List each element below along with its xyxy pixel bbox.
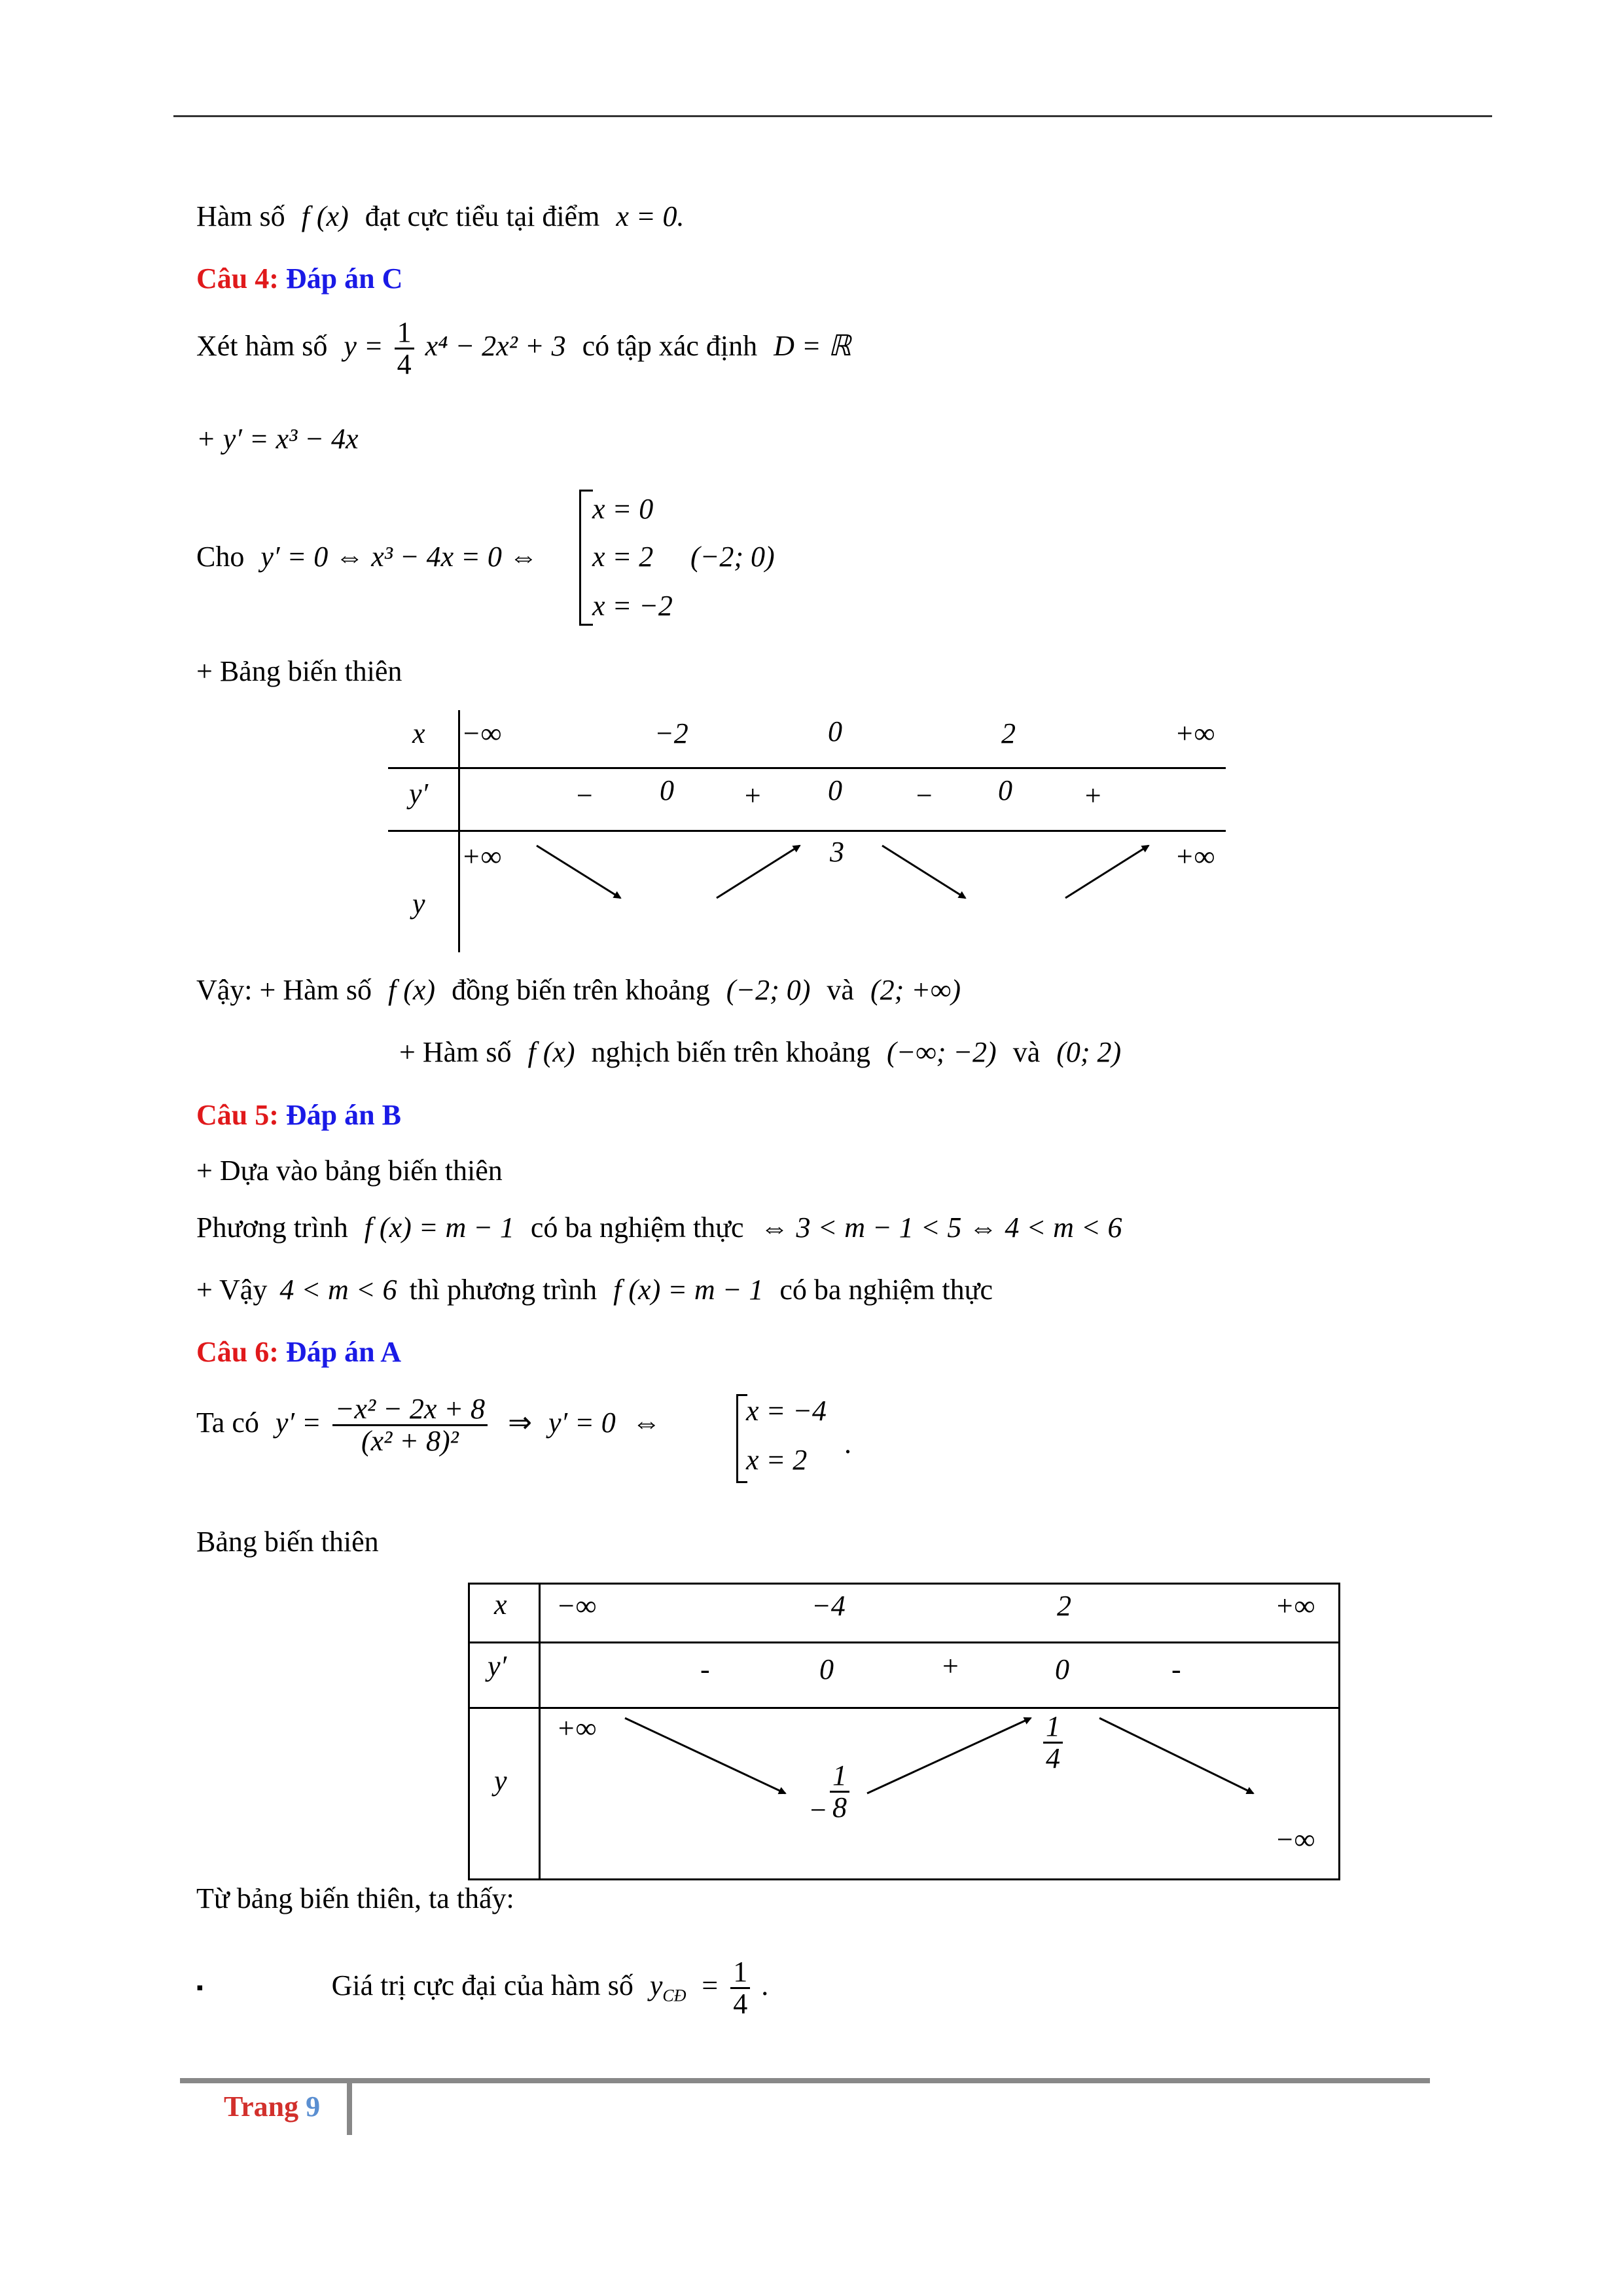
question-label: Câu 5:: [196, 1099, 279, 1131]
footer-divider: [347, 2081, 352, 2135]
math: y′ = 0 ⇔ x³ − 4x = 0 ⇔: [260, 541, 538, 573]
math: x⁴ − 2x² + 3: [425, 329, 566, 362]
sign: +: [743, 780, 762, 812]
period: .: [844, 1427, 851, 1460]
math: y =: [344, 329, 383, 362]
answer-label: Đáp án B: [285, 1099, 401, 1131]
math: (−∞; −2): [886, 1036, 997, 1068]
y-value: 3: [830, 836, 844, 868]
numerator: 1: [395, 317, 414, 350]
denominator: 4: [1046, 1742, 1060, 1775]
q6-line-3: Từ bảng biến thiên, ta thấy:: [196, 1882, 514, 1914]
y-value: +∞: [1175, 840, 1215, 872]
q4-derivative: + y′ = x³ − 4x: [196, 423, 359, 455]
text: Phương trình: [196, 1211, 348, 1244]
math: f (x): [527, 1036, 575, 1068]
fraction-one-quarter: [730, 1957, 750, 2019]
answer-label: Đáp án C: [285, 262, 403, 295]
math: f (x): [388, 974, 436, 1006]
x-value: −∞: [461, 717, 502, 749]
math: (2; +∞): [870, 974, 961, 1006]
math: f (x) = m − 1: [613, 1274, 764, 1306]
root-3: x = −2: [592, 590, 673, 622]
footer-rule: [180, 2078, 1430, 2083]
page-label: Trang: [224, 2090, 299, 2123]
zero: 0: [1055, 1653, 1069, 1685]
math: (−2; 0): [726, 974, 811, 1006]
page-number: [224, 2090, 320, 2124]
math-x0: x = 0.: [616, 200, 685, 232]
x-value: −∞: [556, 1590, 597, 1622]
zero: 0: [828, 774, 842, 806]
numerator: 1: [730, 1957, 750, 1989]
row-label-y: y: [412, 888, 425, 920]
math: y′ =: [275, 1406, 321, 1439]
text: có ba nghiệm thực: [530, 1211, 744, 1244]
text: và: [827, 974, 854, 1006]
page-value: 9: [306, 2090, 321, 2123]
root-1: x = 0: [592, 493, 654, 525]
math: f (x) = m − 1: [364, 1211, 514, 1244]
q4-table-title: + Bảng biến thiên: [196, 655, 402, 687]
text: có tập xác định: [582, 329, 758, 362]
math-fx: f (x): [301, 200, 349, 232]
row-label-yprime: y′: [409, 778, 429, 810]
sign: +: [942, 1650, 959, 1682]
sign: −: [575, 780, 594, 812]
implies: ⇒: [508, 1406, 532, 1439]
denominator: 8: [832, 1791, 847, 1824]
text: Vậy: + Hàm số: [196, 974, 372, 1006]
answer-label: Đáp án A: [285, 1336, 401, 1368]
math: y: [649, 1969, 663, 2001]
sign: -: [1171, 1653, 1181, 1685]
math: y′ = 0: [548, 1406, 616, 1439]
root-1: x = −4: [746, 1395, 827, 1427]
text: Ta có: [196, 1406, 259, 1439]
question-label: Câu 4:: [196, 262, 279, 295]
row-label-x: x: [412, 717, 425, 749]
y-min-sign: −: [808, 1794, 828, 1826]
root-2: x = 2: [592, 541, 654, 573]
question-label: Câu 6:: [196, 1336, 279, 1368]
period: .: [761, 1969, 769, 2001]
root-2: x = 2: [746, 1444, 808, 1476]
arrow-down: [1099, 1718, 1253, 1793]
y-value: −∞: [1275, 1823, 1315, 1856]
x-value: 2: [1001, 717, 1016, 749]
sign: +: [1083, 780, 1103, 812]
arrow-up: [867, 1718, 1031, 1793]
y-value: +∞: [461, 840, 502, 872]
denominator: 4: [397, 348, 412, 381]
zero: 0: [660, 774, 674, 806]
numerator: −x² − 2x + 8: [332, 1394, 488, 1426]
x-value: +∞: [1175, 717, 1215, 749]
text: Xét hàm số: [196, 329, 328, 362]
row-label-yprime: y′: [488, 1650, 507, 1682]
sign: −: [914, 780, 934, 812]
zero: 0: [998, 774, 1012, 806]
text: có ba nghiệm thực: [779, 1274, 993, 1306]
iff: ⇔: [632, 1406, 661, 1439]
x-value: −2: [654, 717, 688, 749]
q6-table-title: Bảng biến thiên: [196, 1526, 379, 1558]
text: + Vậy: [196, 1274, 268, 1306]
math: 4 < m < 6: [279, 1274, 397, 1306]
q5-line-1: + Dựa vào bảng biến thiên: [196, 1155, 503, 1187]
row-label-y: y: [494, 1765, 507, 1797]
bullet-icon: ▪: [196, 1977, 204, 1999]
math: ⇔ 3 < m − 1 < 5 ⇔ 4 < m < 6: [760, 1211, 1122, 1244]
denominator: 4: [733, 1988, 748, 2020]
subscript: CĐ: [662, 1986, 687, 2005]
zero: 0: [819, 1653, 834, 1685]
q6-line-4: [196, 1957, 768, 2019]
math: =: [700, 1969, 720, 2001]
x-value: 0: [828, 715, 842, 747]
text: thì phương trình: [409, 1274, 597, 1306]
x-value: 2: [1057, 1590, 1071, 1622]
sign: -: [700, 1653, 710, 1685]
numerator: 1: [830, 1761, 849, 1793]
text: Cho: [196, 541, 245, 573]
text: đồng biến trên khoảng: [452, 974, 710, 1006]
math-domain: D = ℝ: [774, 329, 851, 362]
numerator: 1: [1043, 1712, 1063, 1744]
text: + Hàm số: [399, 1036, 512, 1068]
text: và: [1012, 1036, 1041, 1068]
row-label-x: x: [494, 1588, 507, 1621]
interval-note: (−2; 0): [690, 541, 775, 573]
text: Giá trị cực đại của hàm số: [331, 1969, 633, 2001]
arrow-down: [625, 1718, 785, 1793]
text: nghịch biến trên khoảng: [591, 1036, 870, 1068]
math: (0; 2): [1056, 1036, 1122, 1068]
denominator: (x² + 8)²: [361, 1425, 459, 1458]
text: Hàm số: [196, 200, 285, 232]
x-value: +∞: [1275, 1590, 1315, 1622]
y-value: +∞: [556, 1712, 597, 1744]
text: đạt cực tiểu tại điểm: [365, 200, 600, 232]
x-value: −4: [812, 1590, 846, 1622]
